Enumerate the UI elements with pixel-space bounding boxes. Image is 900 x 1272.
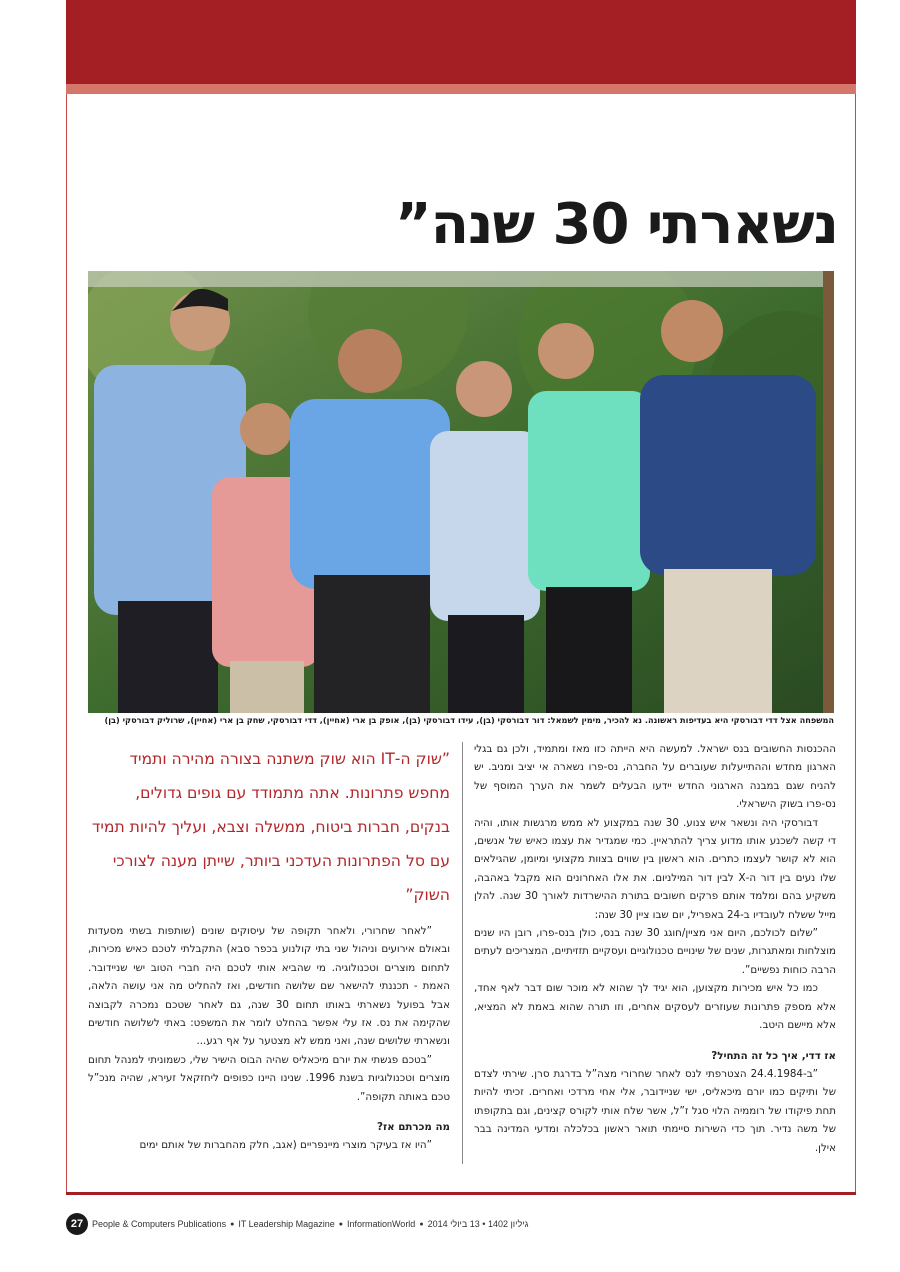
family-photo-illustration xyxy=(88,271,834,713)
top-accent-stripe xyxy=(66,84,856,94)
section-subhead: מה מכרתם אז? xyxy=(377,1121,450,1134)
column-divider xyxy=(462,742,463,1164)
page-frame-left xyxy=(66,94,67,1194)
magazine-name: IT Leadership Magazine xyxy=(238,1219,335,1229)
paragraph: ”בטכם פגשתי את יורם מיכאליס שהיה הבוס הישיר שלי, כשמוניתי למנהל תחום מוצרים וטכנולוגיות בשנת 1996. שנינו היינו כפופים ליחזקאל זעירא, שהיה מנכ”ל טכם באותה תקופה”. xyxy=(88,1053,450,1103)
paragraph: כמו כל איש מכירות מקצוען, הוא יגיד לך שהוא לא מוכר שום דבר לאף אחד, אלא מספק פתרונות שעוזרים לעסקים אחרים, וזו תורה שהוא באמת לא המציא, אלא מיישם היטב. xyxy=(474,982,836,1032)
bullet-icon: ● xyxy=(419,1220,424,1228)
page-number: 27 xyxy=(66,1213,88,1235)
bullet-icon: ● xyxy=(230,1220,235,1228)
site-name: InformationWorld xyxy=(346,1219,416,1229)
paragraph: ”ב-24.4.1984 הצטרפתי לנס לאחר שחרורי מצה”ל בדרגת סרן. שירתי לצדם של ותיקים כמו יורם מיכאליס, ישי שניידובר, אלי אחי מרדכי ואחרים. זכיתי להיות תחת פיקודו של רוממיה הלוי סגל ז”ל, אשר שלח אותי לקורס קצינים, וגם בתקופתו של משה נדיר. תוך כדי השירות סיימתי תואר ראשון בכלכלה ומדעי המדינה בבר אילן. xyxy=(474,1067,836,1154)
article-column-left xyxy=(88,742,450,1155)
paragraph: ההכנסות החשובים בנס ישראל. למעשה היא הייתה כזו מאז ומתמיד, ולכן גם בגלי הארגון מחדש וההתייעלות שעוברים על החברה, נס-פרו נשארה אי יציב ומניב. יש להניח שגם במבנה הארגוני החדש יידעו הבעלים לשמר את הערך המוסף של נס-פרו בשוק הישראלי. xyxy=(474,743,836,811)
page-frame-right xyxy=(855,94,856,1194)
top-color-band xyxy=(66,0,856,84)
paragraph: ”לאחר שחרורי, ולאחר תקופה של עיסוקים שונים (שותפות בשתי מסעדות ובאולם אירועים וניהול שני בתי קולנוע בכפר סבא) התקבלתי לטכם כאיש מכירות, לתחום מוצרים וטכנולוגיה. מי שהביא אותי לטכם היה חברי הטוב ישי שניידובר. האמת - תכננתי להישאר שם שלושה חודשים, ואז להחליט מה אני עושה הלאה, אבל בפועל נשארתי באותו תחום 30 שנה, גם לאחר שטכם נמכרה לקבוצה שהקימה את נס. אז עלי אפשר בהחלט לומר את המשפט: באתי לשלושה חודשים ונשארתי שלושים שנה, ואני ממש לא מצטער על אף רגע... xyxy=(88,925,450,1048)
pull-quote: ”שוק ה-IT הוא שוק משתנה בצורה מהירה ותמיד מחפש פתרונות. אתה מתמודד עם גופים גדולים, בנקים, חברות ביטוח, ממשלה וצבא, ועליך להיות תמיד עם סל הפתרונות העדכני ביותר, שייתן מענה לצורכי השוק” xyxy=(91,750,450,904)
article-column-right xyxy=(474,740,836,1157)
section-subhead: אז דדי, איך כל זה התחיל? xyxy=(711,1049,836,1062)
footer-rule xyxy=(66,1192,856,1195)
paragraph: ”היו אז בעיקר מוצרי מיינפריים (אגב, חלק מהחברות של אותם ימים xyxy=(139,1139,432,1152)
article-headline: נשארתי 30 שנה” xyxy=(394,192,838,257)
page-footer xyxy=(66,1212,666,1236)
photo-caption: המשפחה אצל דדי דבורסקי היא בעדיפות ראשונה. נא להכיר, מימין לשמאל: דור דבורסקי (בן), עידו דבורסקי (בן), אופק בן ארי (אחיין), דדי דבורסקי, שחק בן ארי (אחיין), שרוליק דבורסקי (בן) xyxy=(104,715,834,725)
issue-info: גיליון 1402 • 13 ביולי 2014 xyxy=(427,1219,529,1229)
bullet-icon: ● xyxy=(338,1220,343,1228)
family-photo xyxy=(88,271,834,713)
publisher-name: People & Computers Publications xyxy=(92,1219,227,1229)
paragraph: דבורסקי היה ונשאר איש צנוע. 30 שנה במקצוע לא ממש מרגשות אותו, והיה די קשה לשכנע אותו מדוע צריך להתראיין. כמי שמגדיר את עצמו כאיש של אנשים, הוא לא קושר לעצמו כתרים. הוא ראשון בין שווים בצוות מקצועי ומיומן, שהגילאים שלו נעים בין דור ה-X לבין דור המילניום. את אלו האחרונים הוא מקבל באהבה, משקיע בהם ומלמד אותם פרקים חשובים בתורת ההישרדות לאורך 30 שנה. להלן מייל ששלח לעובדיו ב-24 באפריל, יום שבו ציין 30 שנה: xyxy=(474,816,837,921)
paragraph: ”שלום לכולכם, היום אני מציין/חוגג 30 שנה בנס, כולן בנס-פרו, רובן היו שנים מוצלחות ומאתגרות, שנים של שינויים טכנולוגיים ועסקיים תזזיתיים, המצריכים לעתים הרבה כוחות נפשיים”. xyxy=(473,927,836,976)
